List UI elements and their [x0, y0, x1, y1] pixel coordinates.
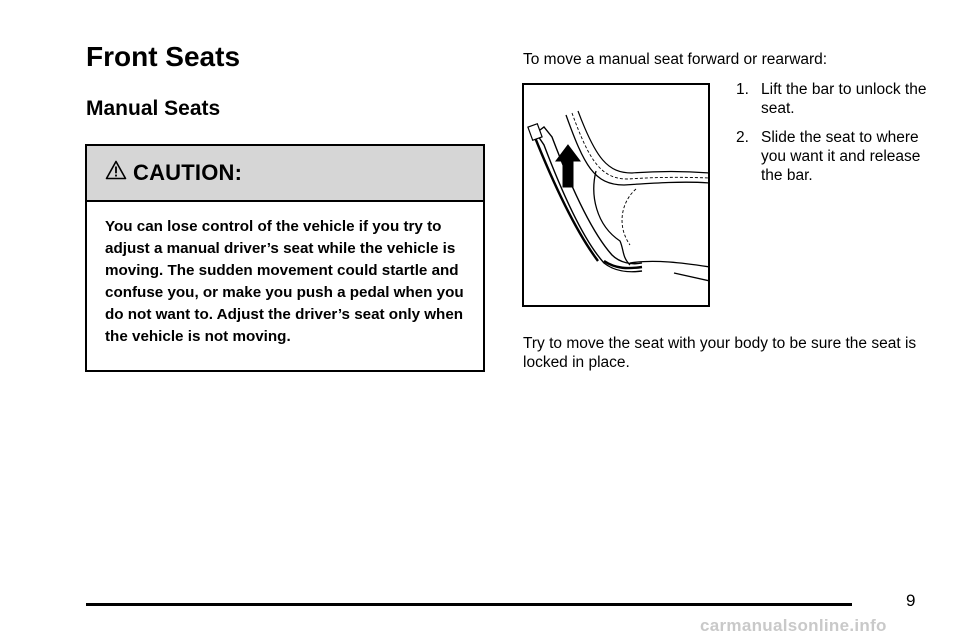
step-item: [724, 128, 944, 185]
instructions-outro: Try to move the seat with your body to be sure the seat is locked in place.: [523, 335, 917, 371]
watermark: carmanualsonline.info: [700, 616, 887, 635]
instructions-intro: To move a manual seat forward or rearward:: [523, 51, 828, 68]
warning-triangle-icon: [105, 160, 127, 180]
caution-box: [85, 144, 485, 372]
step-number: 1.: [736, 81, 749, 98]
page-title: Front Seats: [86, 41, 241, 72]
caution-text: You can lose control of the vehicle if you try to adjust a manual driver’s seat while the vehicle is moving. The sudden movement could startle and confuse you, or make you push a pedal when you do not want to. Adjust the driver’s seat only when the vehicle is not moving.: [105, 218, 464, 345]
step-number: 2.: [736, 129, 749, 146]
step-text: Lift the bar to unlock the seat.: [761, 81, 927, 117]
steps-list: [724, 80, 944, 195]
step-item: [724, 80, 944, 118]
step-text: Slide the seat to where you want it and release the bar.: [761, 129, 921, 184]
caution-header: [87, 146, 483, 202]
seat-adjustment-figure: [522, 83, 710, 307]
footer-rule: [86, 603, 852, 606]
page-number: 9: [906, 591, 916, 610]
caution-title: CAUTION:: [133, 160, 243, 185]
seat-adjust-bar-illustration: [524, 85, 708, 305]
section-subtitle: Manual Seats: [86, 97, 221, 120]
